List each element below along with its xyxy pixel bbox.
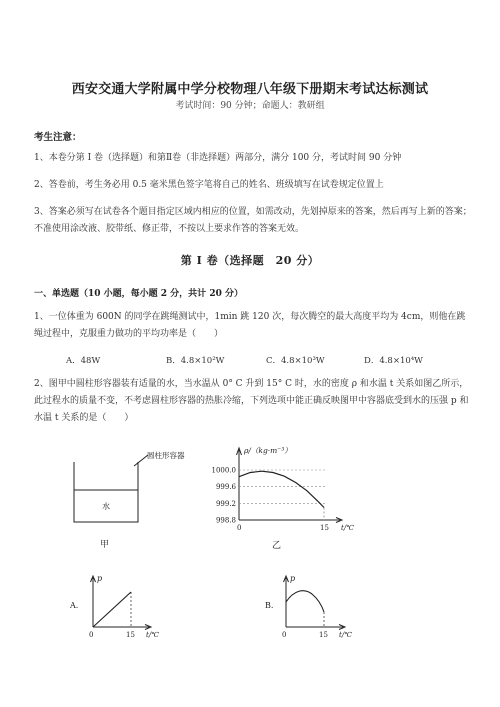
chart-x-tick-label: 15 [320, 524, 329, 532]
option-b-tick-15: 15 [319, 631, 328, 639]
option-a-tick-0: 0 [89, 631, 94, 639]
option-a[interactable]: A．48W [66, 356, 101, 366]
water-label: 水 [102, 502, 110, 511]
section-title: 第 I 卷（选择题 20 分） [180, 254, 320, 267]
question-1-stem: 1、一位体重为 600N 的同学在跳绳测试中，1min 跳 120 次，每次腾空的最大高度平均为 4cm，则他在跳绳过程中，克服重力做功的平均功率是（ ） [34, 312, 466, 339]
chart-y-tick-label: 999.6 [215, 483, 236, 492]
notice-item: 2、答卷前，考生务必用 0.5 毫米黑色签字笔将自己的姓名、班级填写在试卷规定位置上 [34, 180, 384, 190]
option-b-ylabel: p [290, 574, 296, 583]
option-a-letter: A. [70, 601, 79, 610]
chart-y-tick-label: 1000.0 [211, 466, 236, 475]
option-c[interactable]: C．4.8×10³W [266, 356, 325, 366]
option-a-tick-15: 15 [126, 631, 135, 639]
graph-curve [286, 591, 324, 612]
page-subtitle: 考试时间：90 分钟；命题人：教研组 [175, 101, 325, 111]
option-b[interactable]: B．4.8×10²W [166, 356, 225, 366]
page-title: 西安交通大学附属中学分校物理八年级下册期末考试达标测试 [71, 82, 429, 97]
chart-y-tick-label: 999.2 [215, 499, 236, 508]
notice-item: 3、答案必须写在试卷各个题目指定区域内相应的位置，如需改动，先划掉原来的答案，然后再写上新的答案；不准使用涂改液、胶带纸、修正带，不按以上要求作答的答案无效。 [34, 207, 472, 234]
question-2-stem: 2、图甲中圆柱形容器装有适量的水，当水温从 0° C 升到 15° C 时，水的密度 ρ 和水温 t 关系如图乙所示，此过程水的质量不变，不考虑圆柱形容器的热胀冷缩，下列选项中能正确反映图甲中容器底受到水的压强 p 和水温 t 关系的是（ ） [34, 379, 469, 423]
mc-heading: 一、单选题（10 小题，每小题 2 分，共计 20 分） [34, 289, 243, 299]
notice-heading: 考生注意： [34, 132, 82, 143]
option-d[interactable]: D．4.8×10⁴W [364, 356, 423, 366]
option-a-ylabel: p [97, 574, 103, 583]
option-b-letter: B. [265, 601, 274, 610]
figure-yi-caption: 乙 [272, 541, 282, 551]
notice-item: 1、本卷分第 I 卷（选择题）和第Ⅱ卷（非选择题）两部分，满分 100 分，考试时间 90 分钟 [34, 153, 402, 163]
option-b-tick-0: 0 [282, 631, 287, 639]
chart-x-label: t/℃ [341, 524, 355, 532]
option-a-xlabel: t/℃ [146, 631, 160, 639]
chart-x-tick-label: 0 [237, 524, 242, 532]
option-b-xlabel: t/℃ [339, 631, 353, 639]
container-label: 圆柱形容器 [147, 451, 185, 460]
chart-y-label: ρ/（kg·m⁻³） [244, 446, 292, 455]
chart-y-tick-label: 998.8 [215, 516, 236, 525]
figure-jia-caption: 甲 [100, 540, 110, 550]
